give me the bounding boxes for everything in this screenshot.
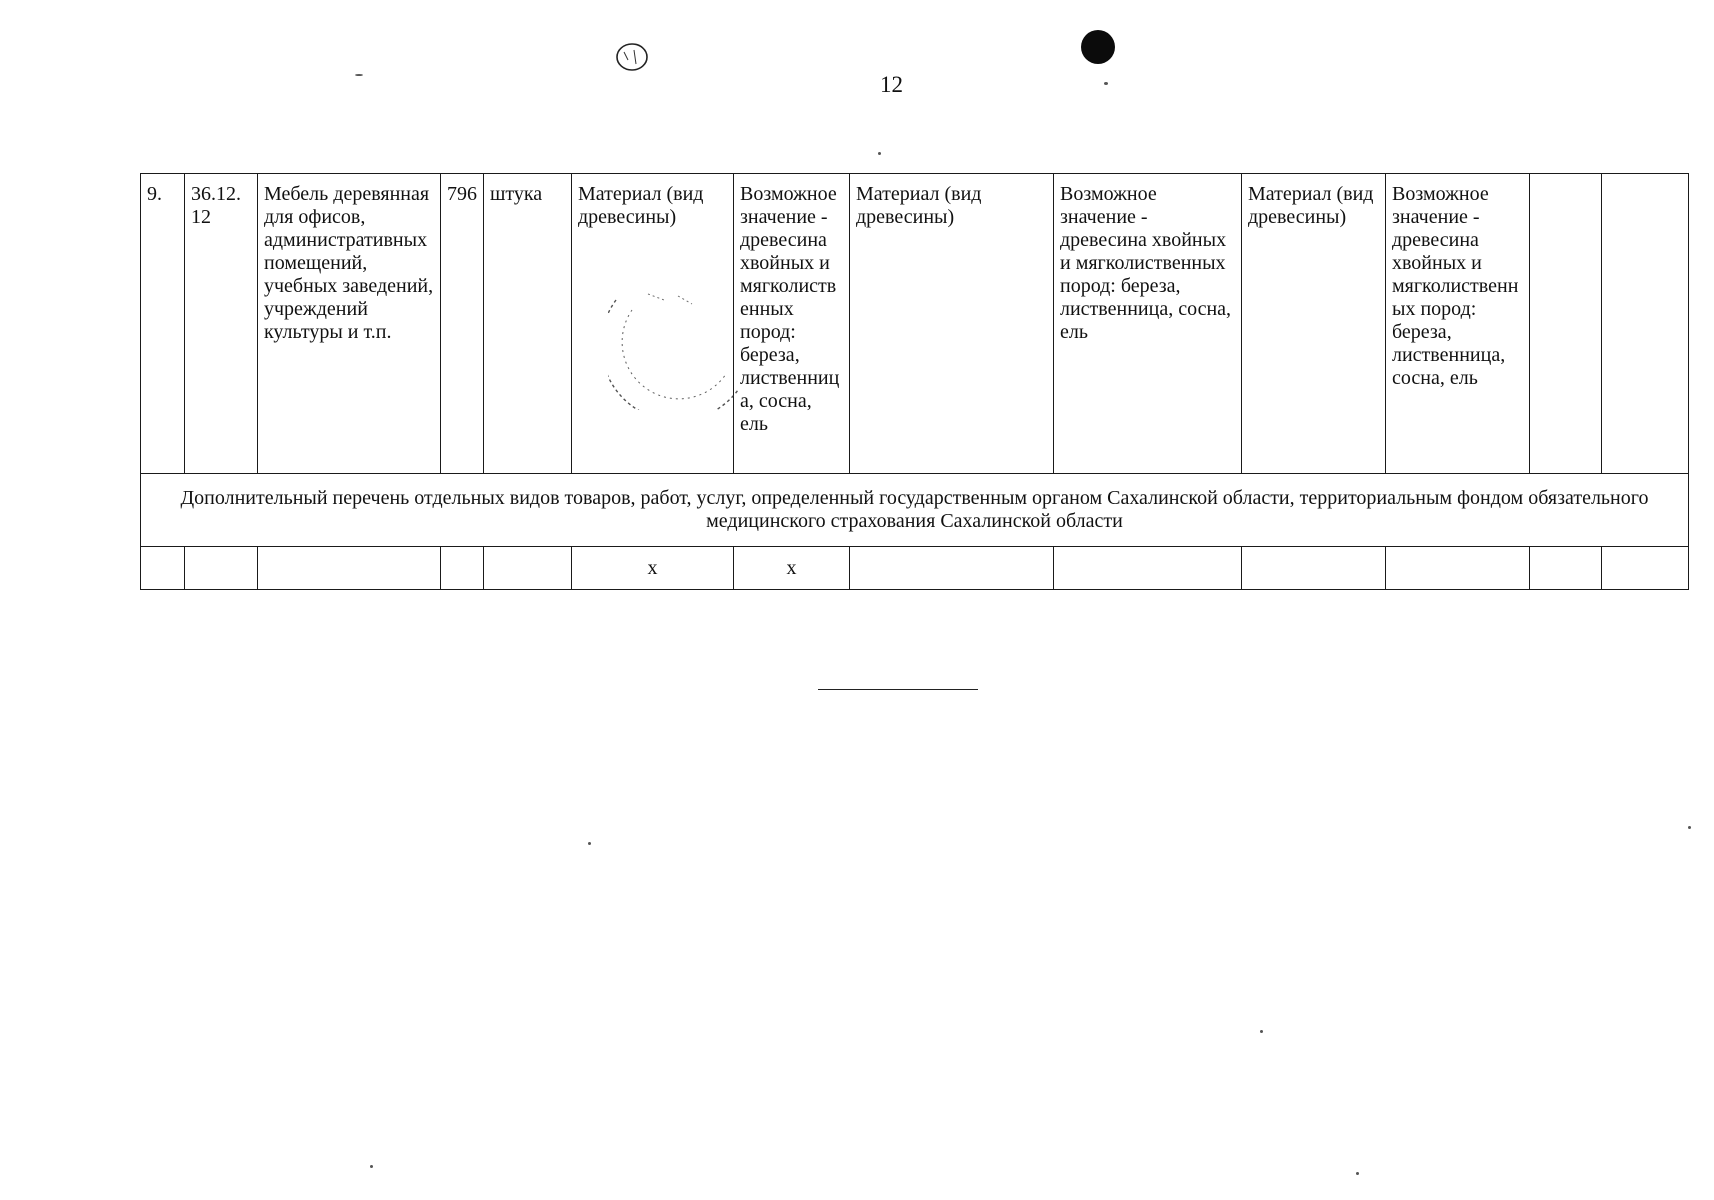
x-mark-cell: x: [734, 547, 850, 590]
empty-cell: [1242, 547, 1386, 590]
cell-value-2: Возможное значение - древесина хвойных и мягколиственных пород: береза, лиственница, сосна, ель: [1054, 174, 1242, 474]
cell-value-3: Возможное значение - древесина хвойных и мягколиственных пород: береза, лиственница, сосна, ель: [1386, 174, 1530, 474]
empty-cell: [185, 547, 258, 590]
cell-number: 9.: [141, 174, 185, 474]
empty-cell: [1386, 547, 1530, 590]
cell-okpd-code: 36.12. 12: [185, 174, 258, 474]
table-row: [141, 174, 1689, 474]
empty-cell: [1054, 547, 1242, 590]
cell-extra-2: [1602, 174, 1689, 474]
empty-cell: [258, 547, 441, 590]
empty-cell: [1602, 547, 1689, 590]
section-row: [141, 474, 1689, 547]
scan-speck: [1356, 1172, 1359, 1175]
ring-mark: [614, 40, 650, 74]
cell-extra-1: [1530, 174, 1602, 474]
scan-speck: [355, 74, 363, 76]
cell-unit: штука: [484, 174, 572, 474]
cell-okei-code: 796: [441, 174, 484, 474]
goods-table: [140, 173, 1689, 590]
cell-characteristic-2: Материал (вид древесины): [850, 174, 1054, 474]
section-heading: Дополнительный перечень отдельных видов товаров, работ, услуг, определенный государственным органом Сахалинской области, территориальным фондом обязательного медицинского страхования Сахалинской области: [141, 474, 1689, 547]
scan-speck: [588, 842, 591, 845]
x-mark-cell: x: [572, 547, 734, 590]
stamp-mark: [608, 290, 748, 410]
cell-characteristic-3: Материал (вид древесины): [1242, 174, 1386, 474]
scan-speck: [878, 152, 881, 155]
scan-speck: [370, 1165, 373, 1168]
empty-cell: [850, 547, 1054, 590]
empty-cell: [441, 547, 484, 590]
empty-cell: [141, 547, 185, 590]
scan-speck: [1104, 82, 1108, 85]
cell-characteristic-1: Материал (вид древесины): [572, 174, 734, 474]
bottom-rule: [818, 689, 978, 690]
empty-cell: [484, 547, 572, 590]
page-number: 12: [880, 72, 903, 97]
cell-item-name: Мебель деревянная для офисов, административных помещений, учебных заведений, учреждений культуры и т.п.: [258, 174, 441, 474]
empty-cell: [1530, 547, 1602, 590]
punch-hole-mark: [1081, 30, 1115, 64]
scan-speck: [1688, 826, 1691, 829]
table-row: [141, 547, 1689, 590]
cell-value-1: Возможное значение - древесина хвойных и мягколиственных пород: береза, лиственница, сосна, ель: [734, 174, 850, 474]
scan-speck: [1260, 1030, 1263, 1033]
